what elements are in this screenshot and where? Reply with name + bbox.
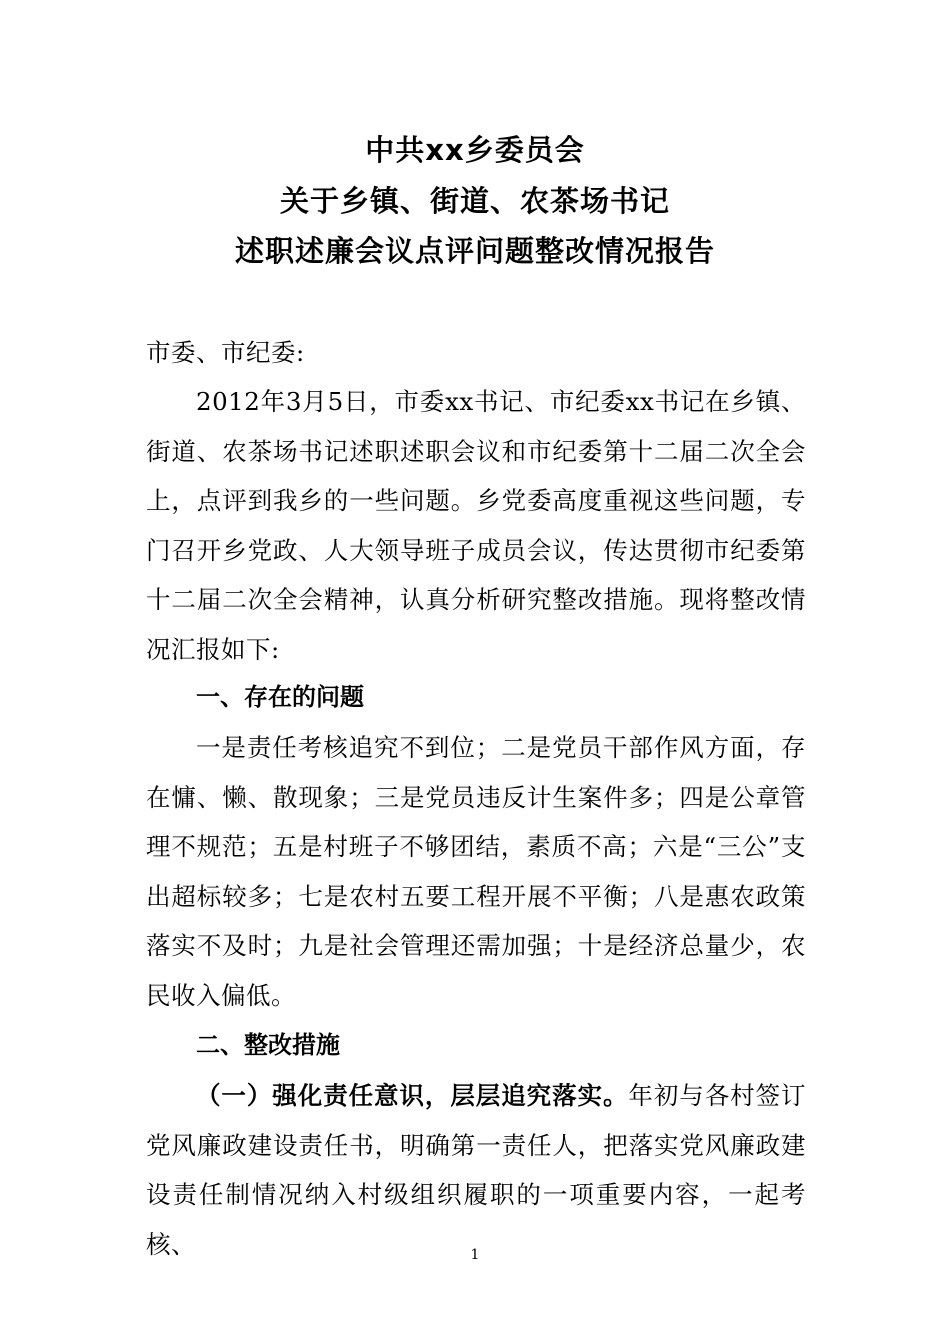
issues-paragraph: 一是责任考核追究不到位；二是党员干部作风方面，存在慵、懒、散现象；三是党员违反计生案件多；四是公章管理不规范；五是村班子不够团结，素质不高；六是“三公”支出超标较多；七是农村五要工程开展不平衡；八是惠农政策落实不及时；九是社会管理还需加强；十是经济总量少，农民收入偏低。 [146,733,806,1010]
report-title-line2: 关于乡镇、街道、农茶场书记 [279,184,670,218]
section-heading-problems: 一、存在的问题 [196,683,364,711]
measure-body-text: 年初与各村签订党风廉政建设责任书，明确第一责任人，把落实党风廉政建设责任制情况纳入村级组织履职的一项重要内容，一起考核、 [146,1081,806,1259]
intro-paragraph: 2012年3月5日，市委xx书记、市纪委xx书记在乡镇、街道、农茶场书记述职述职会议和市纪委第十二届二次全会上，点评到我乡的一些问题。乡党委高度重视这些问题，专门召开乡党政、人大领导班子成员会议，传达贯彻市纪委第十二届二次全会精神，认真分析研究整改措施。现将整改情况汇报如下: [146,387,806,664]
report-title-line3: 述职述廉会议点评问题整改情况报告 [234,234,715,268]
salutation: 市委、市纪委: [146,338,305,367]
measure-lead-text: （一）强化责任意识，层层追究落实。 [196,1081,629,1110]
section-heading-measures: 二、整改措施 [196,1031,340,1059]
report-title-line1: 中共xx乡委员会 [365,133,585,167]
page-number: 1 [470,1247,480,1263]
measure-paragraph [146,1071,806,1269]
